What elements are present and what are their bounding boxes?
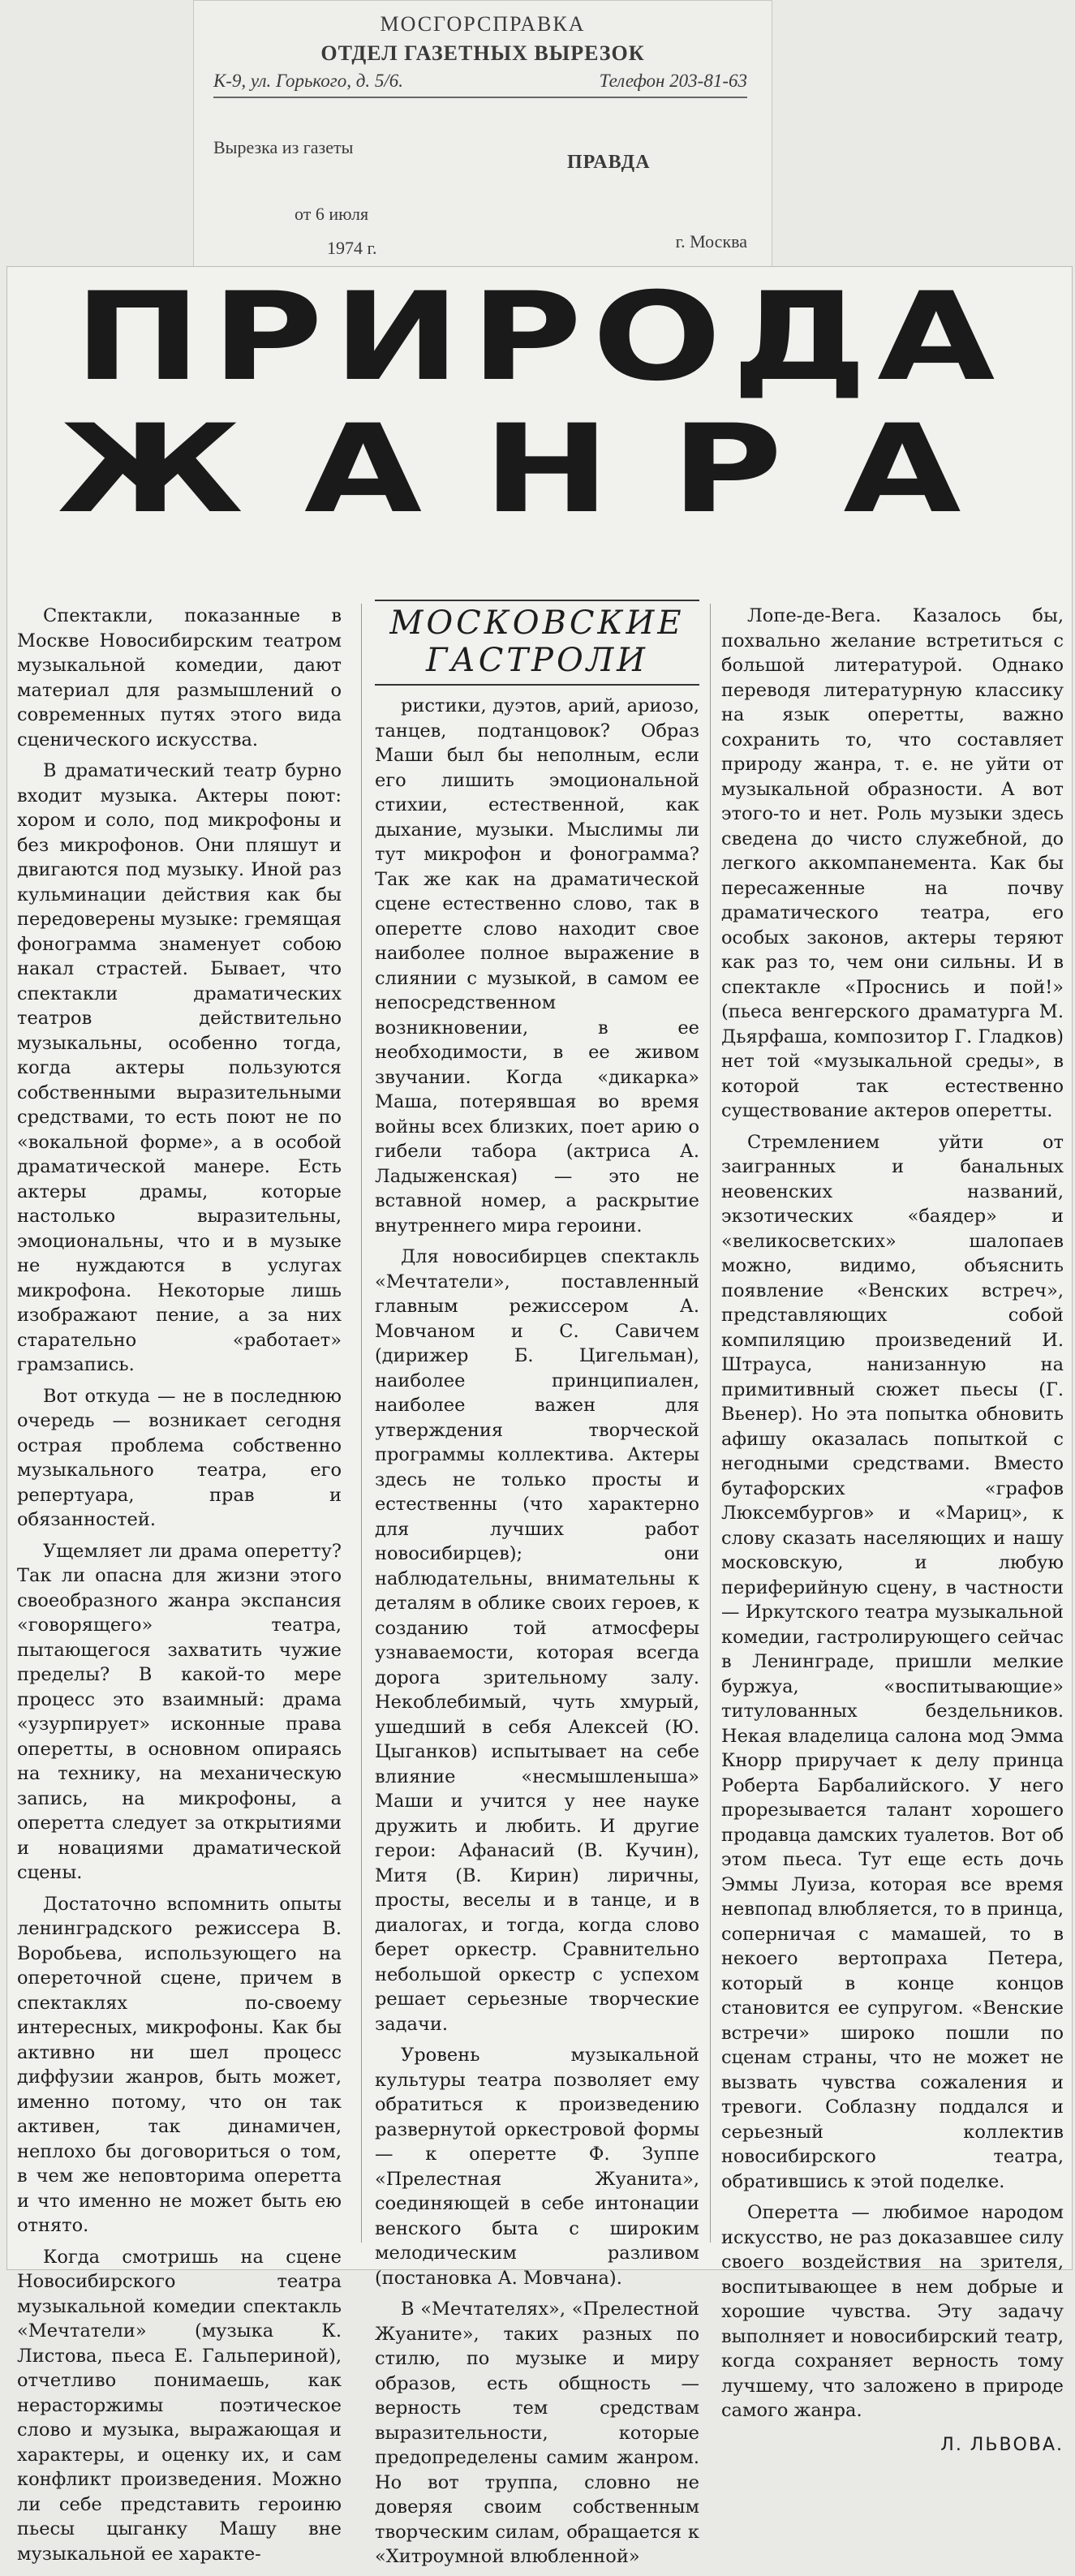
article-paragraph: Вот откуда — не в последнюю очередь — возникает сегодня острая проблема собственно музыкального театра, его репертуара, прав и обязанностей. [17,1385,342,1530]
article-paragraph: Когда смотришь на сцене Новосибирского театра музыкальной комедии спектакль «Мечтатели» (музыка К. Листова, пьеса Е. Гальпериной), отчетливо понимаешь, как нерасторжимы поэтическое слово и музыка, выражающая и характеры, и оценку их, и сам конфликт произведения. Можно ли себе представить героиню пьесы цыганку Машу вне музыкальной ее характе- [17,2246,342,2565]
stamp-date: от 6 июля [295,204,369,224]
stamp-agency: МОСГОРСПРАВКА [380,12,586,36]
article-paragraph: ристики, дуэтов, арий, ариозо, танцев, подтанцовок? Образ Маши был бы неполным, если его лишить эмоциональной стихии, естественной, как дыхание, музыки. Мыслимы ли тут микрофон и фонограмма? Так же как на драматической сцене естественно слово, так в оперетте слово находит свое наиболее полное выражение в слиянии с музыкой, в самом ее непосредственном возникновении, в ее необходимости, в ее живом звучании. Когда «дикарка» Маша, потерявшая во время войны всех близких, поет арию о гибели табора (актриса А. Ладыженская) — это не вставной номер, а раскрытие внутреннего мира героини. [375,695,699,1236]
stamp-address: К-9, ул. Горького, д. 5/6. [213,71,404,91]
column-divider [710,604,711,2243]
article-paragraph: Стремлением уйти от заигранных и банальных неовенских названий, экзотических «баядер» и «великосветских» шалопаев можно, видимо, объяснить появление «Венских встреч», представляющих собой компиляцию произведений И. Штрауса, нанизанную на примитивный сюжет пьесы (Г. Вьенер). Но эта попытка обновить афишу оказалась попыткой с негодными средствами. Вместо бутафорских «графов Люксембургов» и «Мариц», к слову сказать населяющих и нашу московскую, и любую периферийную сцену, в частности — Иркутского театра музыкальной комедии, гастролирующего сейчас в Ленинграде, пришли мелкие буржуа, «воспитывающие» титулованных бездельников. Некая владелица салона мод Эмма Кнорр приручает к делу принца Роберта Барбалийского. У него прорезывается талант хорошего продавца дамских туалетов. Вот об этом пьеса. Тут еще есть дочь Эммы Луиза, которая все время невпопад влюбляется, то в принца, соперничая с мамашей, то в некоего вертопраха Петера, который в конце концов становится ее супругом. «Венские встречи» широко пошли по сценам страны, что не может не вызвать чувства сожаления и тревоги. Соблазну поддался и серьезный коллектив новосибирского театра, обратившись к этой поделке. [721,1131,1064,2192]
article-paragraph: Для новосибирцев спектакль «Мечтатели», поставленный главным режиссером А. Мовчаном и С. Савичем (дирижер Б. Цигельман), наиболее принципиален, наиболее важен для утверждения творческой программы коллектива. Актеры здесь не только просты и естественны (что характерно для лучших работ новосибирцев); они наблюдательны, внимательны к деталям в облике своих героев, к созданию той атмосферы узнаваемости, которая всегда дорога зрительному залу. Некоблебимый, чуть хмурый, ушедший в себя Алексей (Ю. Цыганков) испытывает на себе влияние «несмышленыша» Маши и учится у нее науке дружить и любить. И другие герои: Афанасий (В. Кучин), Митя (В. Кирин) лиричны, просты, веселы и в танце, и в диалогах, и тогда, когда слово берет оркестр. Сравнительно небольшой оркестр с успехом решает серьезные творческие задачи. [375,1246,699,2035]
stamp-divider [213,97,747,98]
article-column-1 [17,604,342,2573]
clipping-service-stamp [193,0,772,269]
stamp-department: ОТДЕЛ ГАЗЕТНЫХ ВЫРЕЗОК [320,41,645,65]
article-paragraph: В драматический театр бурно входит музыка. Актеры поют: хором и соло, под микрофоны и без микрофонов. Они пляшут и двигаются под музыку. Иной раз кульминации действия как бы передоверены музыке: гремящая фонограмма знаменует собою накал страстей. Бывает, что спектакли драматических театров действительно музыкальны, особенно тогда, когда актеры пользуются собственными выразительными средствами, то есть поют не по «вокальной форме», а в особой драматической манере. Есть актеры драмы, которые настолько выразительны, эмоциональны, что и в музыке не нуждаются в услугах микрофона. Некоторые лишь изображают пение, а за них старательно «работает» грамзапись. [17,760,342,1375]
rubric-moscow-tour: МОСКОВСКИЕ ГАСТРОЛИ [375,600,699,686]
article-paragraph: Ущемляет ли драма оперетту? Так ли опасна для жизни этого своеобразного жанра экспансия «говорящего» театра, пытающегося захватить чужие пределы? В какой-то мере процесс это взаимный: драма «узурпирует» исконные права оперетты, в основном опираясь на технику, на механическую запись, на микрофоны, а оперетта следует за открытиями и новациями драматической сцены. [17,1540,342,1883]
headline-line-2: ЖАНРА [57,399,1022,540]
headline-line-1: ПРИРОДА [74,267,1005,408]
article-paragraph: Лопе-де-Вега. Казалось бы, похвально желание встретиться с большой литературой. Однако переводя литературную классику на язык оперетты, важно сохранить то, что составляет природу жанра, т. е. не уйти от музыкальной образности. А вот этого-то и нет. Роль музыки здесь сведена до чисто служебной, до легкого аккомпанемента. Как бы пересаженные на почву драматического театра, его особых законов, актеры теряют как раз то, чем они сильны. И в спектакле «Проснись и пой!» (пьеса венгерского драматурга М. Дьярфаша, композитор Г. Гладков) нет той «музыкальной среды», в которой так естественно существование актеров оперетты. [721,605,1064,1121]
article-paragraph: Оперетта — любимое народом искусство, не раз доказавшее силу своего воздействия на зрителя, воспитывающее в нем добрые и хорошие чувства. Эту задачу выполняет и новосибирский театр, когда сохраняет верность тому лучшему, что заложено в природе самого жанра. [721,2202,1064,2421]
article-column-3 [721,604,1064,2458]
article-paragraph: Достаточно вспомнить опыты ленинградского режиссера В. Воробьева, использующего на опереточной сцене, причем в спектаклях по-своему интересных, микрофоны. Как бы активно ни шел процесс диффузии жанров, быть может, именно потому, что он так активен, так динамичен, неплохо бы договориться о том, в чем же неповторима оперетта и что именно не может быть ею отнято. [17,1893,342,2236]
stamp-city: г. Москва [675,231,747,252]
article-author: Л. ЛЬВОВА. [940,2434,1064,2455]
stamp-newspaper: ПРАВДА [567,152,651,173]
stamp-year: 1974 г. [327,238,377,258]
article-paragraph: Спектакли, показанные в Москве Новосибирским театром музыкальной комедии, дают материал для размышлений о современных путях этого вида сценического искусства. [17,605,342,750]
article-paragraph: В «Мечтателях», «Прелестной Жуаните», таких разных по стилю, по музыке и миру образов, есть общность — верность тем средствам выразительности, которые предопределены самим жанром. Но вот труппа, словно не доверяя своим собственным творческим силам, обращается к «Хитроумной влюбленной» [375,2299,699,2567]
column-divider [361,604,362,2243]
article-paragraph: Уровень музыкальной культуры театра позволяет ему обратиться к произведению развернутой оркестровой формы — к оперетте Ф. Зуппе «Прелестная Жуанита», соединяющей в себе интонации венского быта с широким мелодическим разливом (постановка А. Мовчана). [375,2045,699,2289]
article-column-2 [375,600,699,2576]
stamp-cut-label: Вырезка из газеты [213,137,354,157]
stamp-phone: Телефон 203-81-63 [599,71,747,91]
column-3-body [721,604,1064,2423]
newspaper-clipping [6,266,1073,2567]
column-2-body [375,694,699,2570]
